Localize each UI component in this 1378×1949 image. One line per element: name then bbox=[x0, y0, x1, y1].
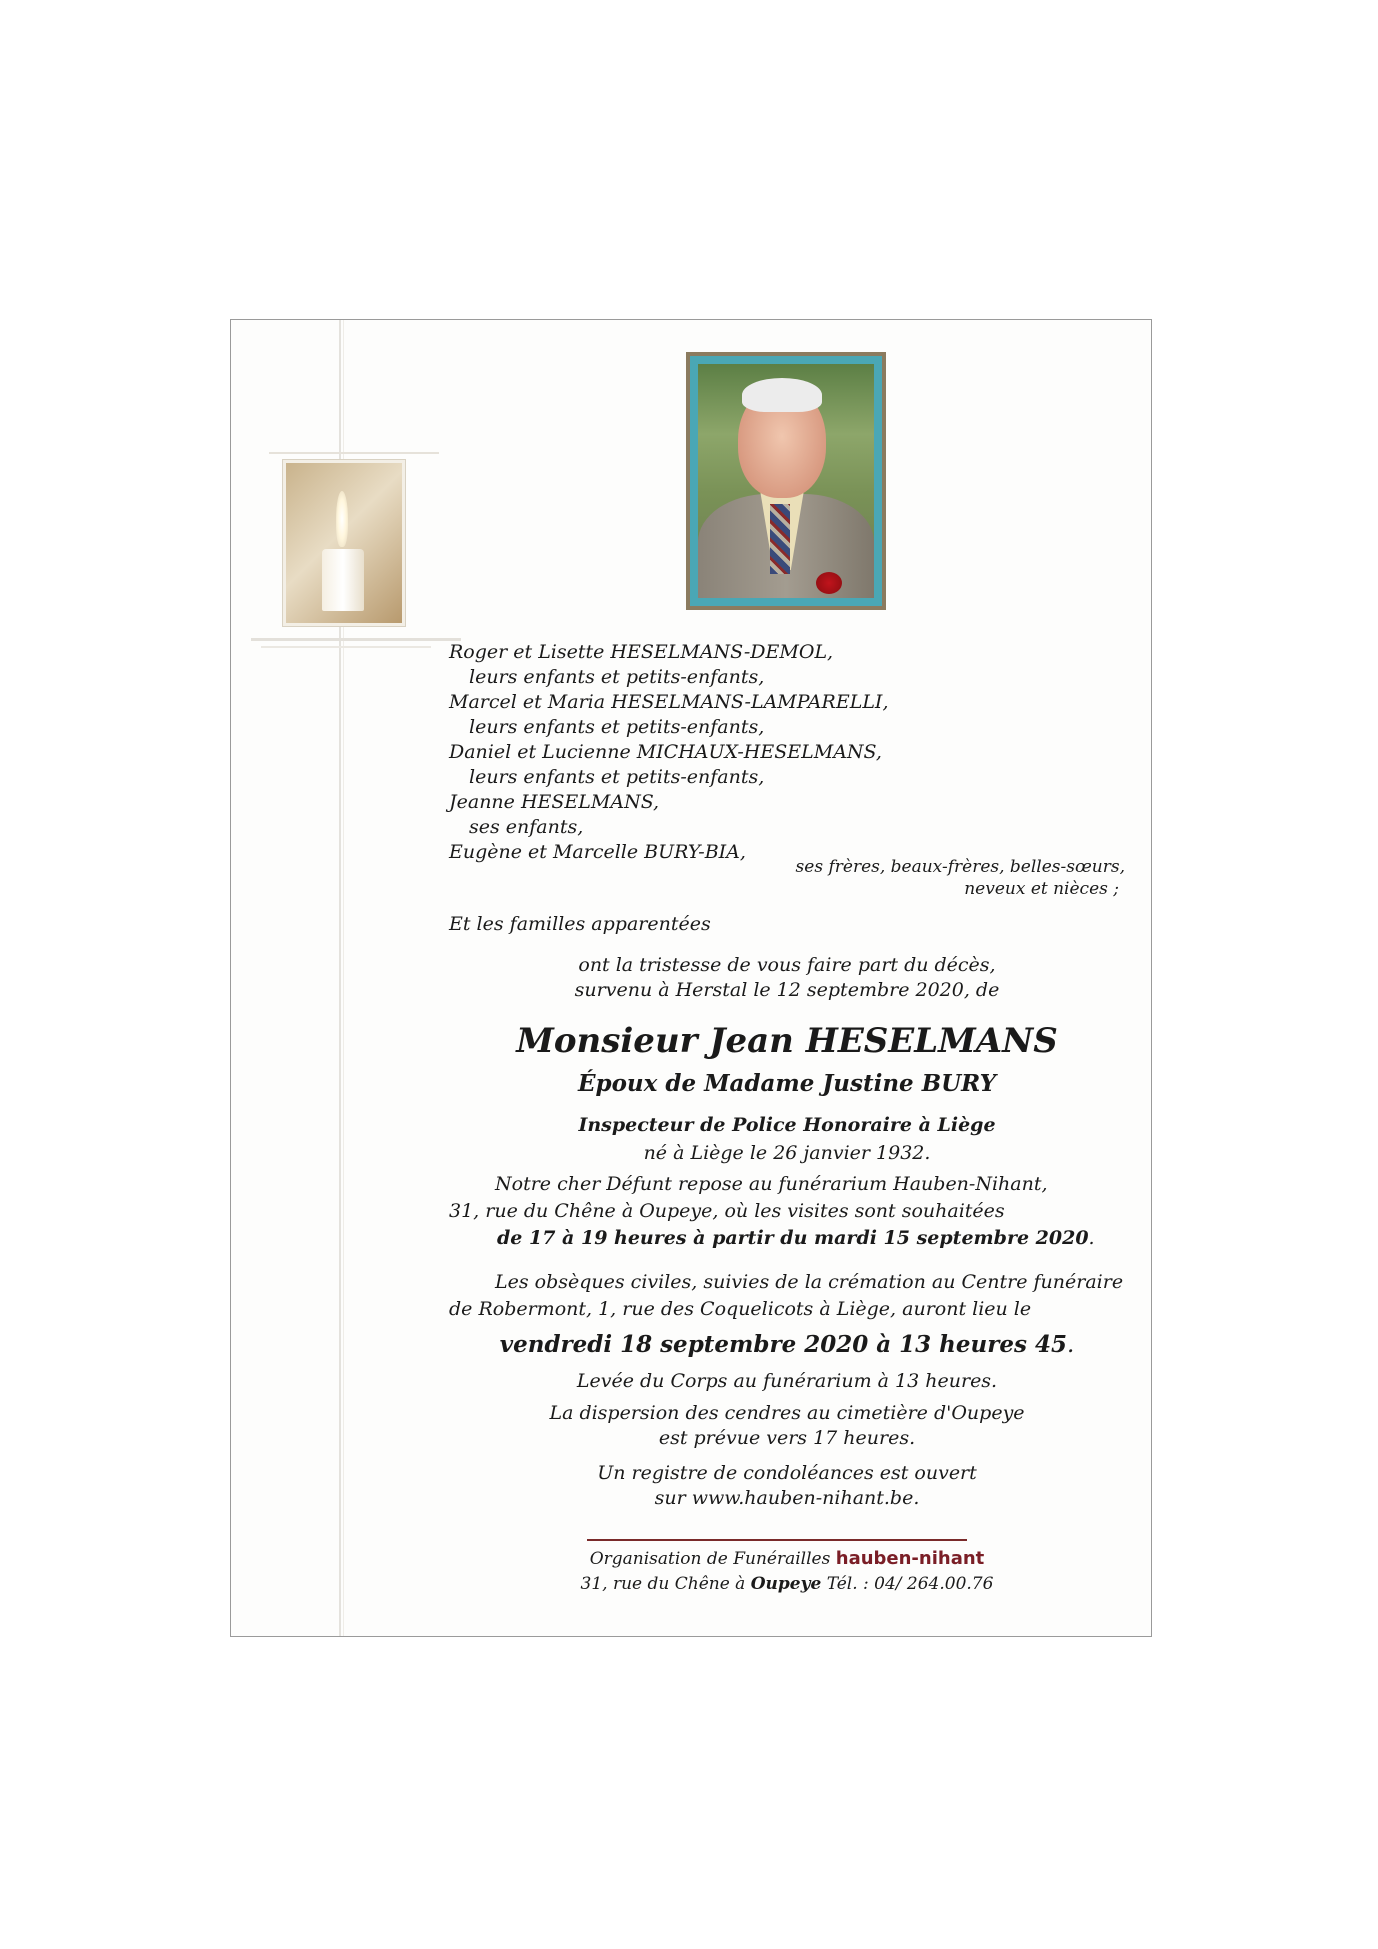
family-line: Daniel et Lucienne MICHAUX-HESELMANS, bbox=[449, 741, 882, 763]
announcement-line: ont la tristesse de vous faire part du décès, bbox=[578, 954, 996, 976]
registry-line: Un registre de condoléances est ouvert bbox=[597, 1462, 977, 1484]
footer-organisation: Organisation de Funérailles hauben-nihant bbox=[589, 1548, 985, 1569]
visitation-line: 31, rue du Chêne à Oupeye, où les visites sont souhaitées bbox=[449, 1200, 1005, 1222]
deceased-name: Monsieur Jean HESELMANS bbox=[516, 1021, 1058, 1061]
footer-divider bbox=[587, 1539, 967, 1541]
visitation-line: Notre cher Défunt repose au funérarium Hauben-Nihant, bbox=[495, 1173, 1048, 1195]
family-line: ses enfants, bbox=[469, 816, 584, 838]
siblings-line: neveux et nièces ; bbox=[964, 879, 1119, 899]
decorative-brush-stroke bbox=[269, 452, 439, 454]
profession-line: Inspecteur de Police Honoraire à Liège bbox=[578, 1114, 996, 1136]
portrait-frame bbox=[686, 352, 886, 610]
decorative-brush-stroke bbox=[261, 646, 431, 648]
family-line: leurs enfants et petits-enfants, bbox=[469, 766, 765, 788]
family-line: leurs enfants et petits-enfants, bbox=[469, 666, 765, 688]
visitation-dates: de 17 à 19 heures à partir du mardi 15 septembre 2020. bbox=[497, 1227, 1095, 1249]
levee-line: Levée du Corps au funérarium à 13 heures. bbox=[576, 1370, 998, 1392]
funeral-line: de Robermont, 1, rue des Coquelicots à Liège, auront lieu le bbox=[449, 1298, 1032, 1320]
brand-logo: hauben-nihant bbox=[835, 1548, 985, 1569]
funeral-line: Les obsèques civiles, suivies de la crémation au Centre funéraire bbox=[495, 1271, 1124, 1293]
footer-address: 31, rue du Chêne à Oupeye Tél. : 04/ 264.00.76 bbox=[580, 1574, 994, 1594]
family-line: leurs enfants et petits-enfants, bbox=[469, 716, 765, 738]
rose-icon bbox=[816, 572, 842, 594]
family-line: Marcel et Maria HESELMANS-LAMPARELLI, bbox=[449, 691, 889, 713]
candle-flame-icon bbox=[336, 491, 348, 547]
dispersion-line: La dispersion des cendres au cimetière d'Oupeye bbox=[549, 1402, 1025, 1424]
funeral-date: vendredi 18 septembre 2020 à 13 heures 45. bbox=[499, 1331, 1075, 1358]
spouse-line: Époux de Madame Justine BURY bbox=[577, 1070, 997, 1097]
families-line: Et les familles apparentées bbox=[449, 913, 711, 935]
announcement-line: survenu à Herstal le 12 septembre 2020, de bbox=[574, 979, 1000, 1001]
registry-line: sur www.hauben-nihant.be. bbox=[654, 1487, 920, 1509]
death-notice-card bbox=[230, 319, 1152, 1637]
candle-image bbox=[283, 460, 405, 626]
candle-icon bbox=[322, 549, 364, 611]
birth-line: né à Liège le 26 janvier 1932. bbox=[643, 1142, 931, 1164]
decorative-brush-stroke bbox=[251, 638, 461, 641]
siblings-line: ses frères, beaux-frères, belles-sœurs, bbox=[795, 857, 1125, 877]
family-line: Roger et Lisette HESELMANS-DEMOL, bbox=[449, 641, 834, 663]
portrait-photo bbox=[698, 364, 874, 598]
dispersion-line: est prévue vers 17 heures. bbox=[658, 1427, 916, 1449]
family-line: Eugène et Marcelle BURY-BIA, bbox=[449, 841, 746, 863]
family-line: Jeanne HESELMANS, bbox=[449, 791, 660, 813]
